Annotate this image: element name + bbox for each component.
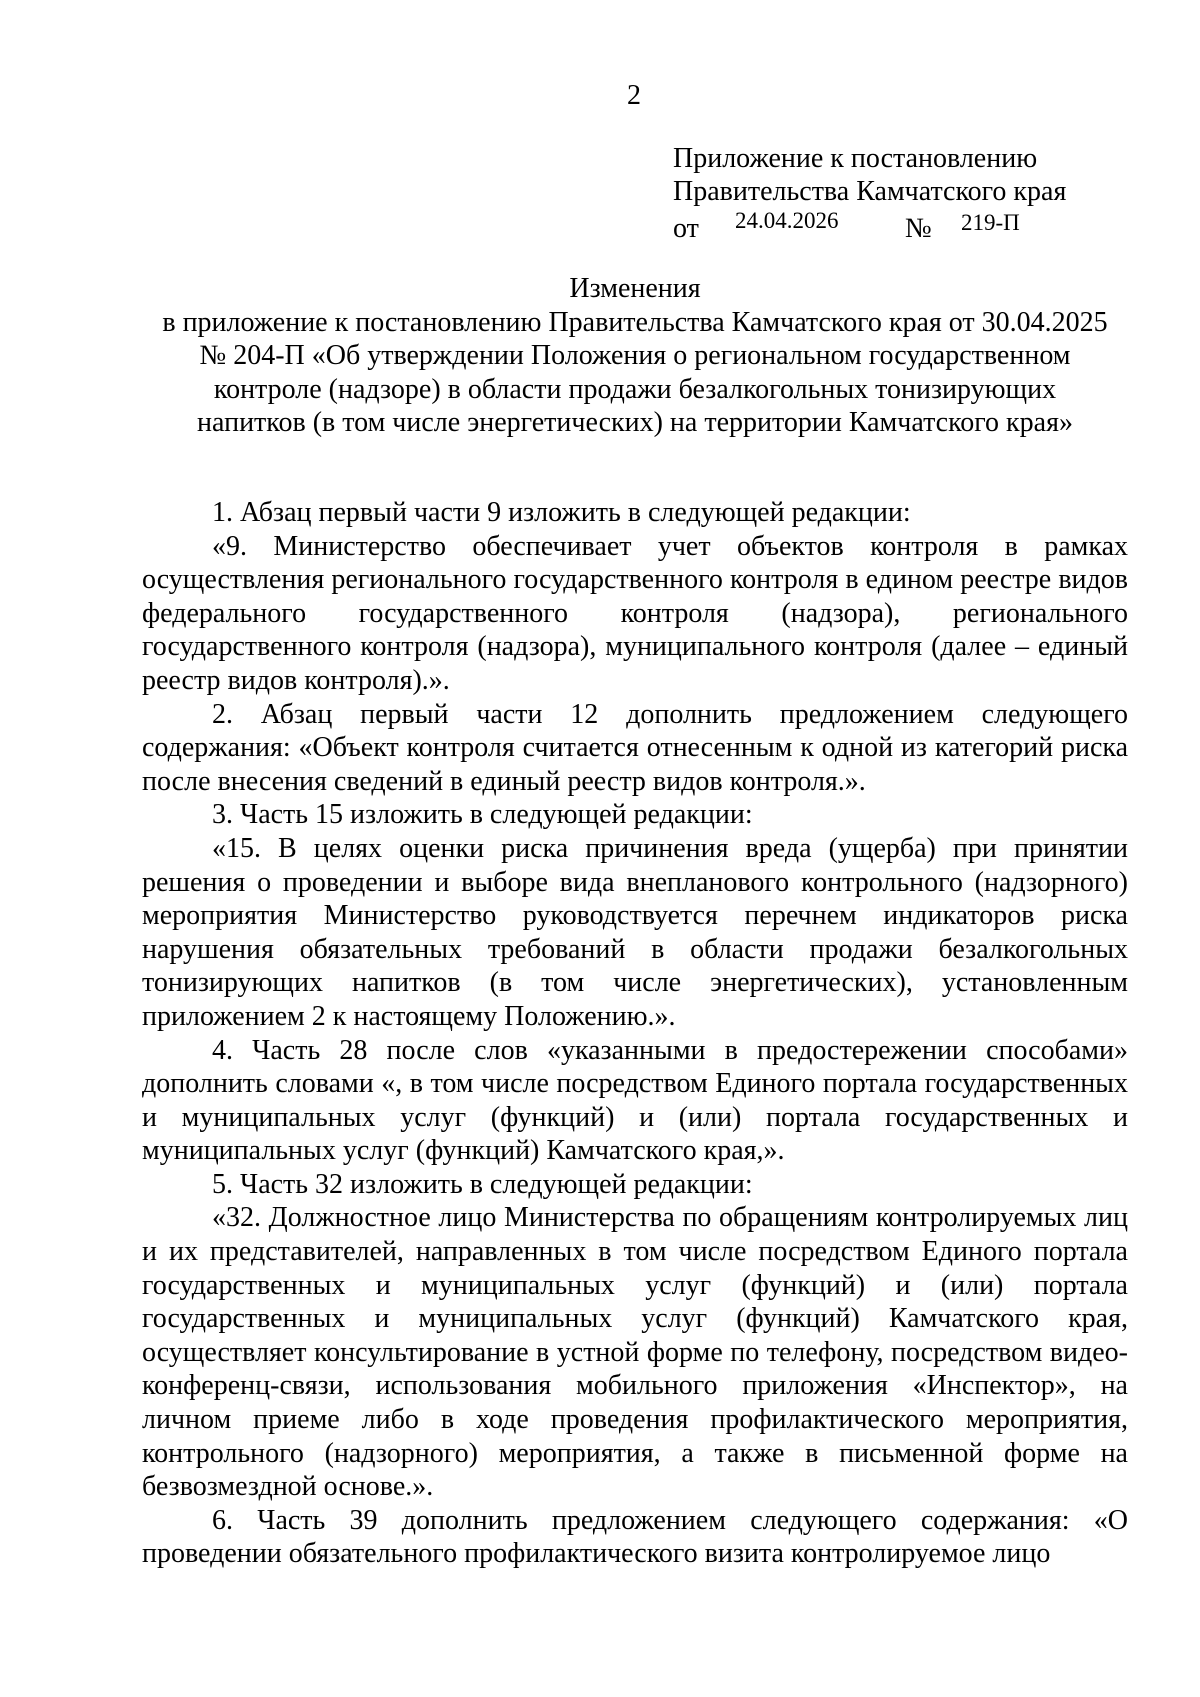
ot-label: от bbox=[673, 213, 699, 244]
document-body bbox=[142, 496, 1128, 1571]
appendix-date-row bbox=[673, 208, 1066, 244]
paragraph-4: 3. Часть 15 изложить в следующей редакции: bbox=[212, 799, 753, 831]
paragraph-3: 2. Абзац первый части 12 дополнить предложением следующего содержания: «Объект контроля считается отнесенным к одной из категорий риска после внесения сведений в единый реестр видов контроля.». bbox=[142, 698, 1128, 797]
paragraph-2: «9. Министерство обеспечивает учет объектов контроля в рамках осуществления регионального государственного контроля в едином реестре видов федерального государственного контроля (надзора), регионального государственного контроля (надзора), муниципального контроля (далее – единый реестр видов контроля).». bbox=[142, 530, 1128, 696]
paragraph-8: «32. Должностное лицо Министерства по обращениям контролируемых лиц и их представителей, направленных в том числе посредством Единого портала государственных и муниципальных услуг (функций) и (или) портала государственных и муниципальных услуг (функций) Камчатского края, осуществляет консультирование в устной форме по телефону, посредством видео-конференц-связи, использования мобильного приложения «Инспектор», на личном приеме либо в ходе проведения профилактического мероприятия, контрольного (надзорного) мероприятия, а также в письменной форме на безвозмездной основе.». bbox=[142, 1202, 1128, 1503]
appendix-line-1: Приложение к постановлению bbox=[673, 143, 1038, 174]
paragraph-1: 1. Абзац первый части 9 изложить в следующей редакции: bbox=[212, 497, 911, 528]
title-line-3: контроле (надзоре) в области продажи безалкогольных тонизирующих bbox=[213, 373, 1057, 405]
title-heading: Изменения bbox=[569, 273, 701, 304]
resolution-date: 24.04.2026 bbox=[735, 208, 839, 233]
number-sign: № bbox=[905, 213, 932, 244]
paragraph-7: 5. Часть 32 изложить в следующей редакции: bbox=[212, 1168, 753, 1200]
resolution-number: 219-П bbox=[961, 210, 1020, 235]
appendix-header bbox=[673, 142, 1066, 244]
document-title bbox=[140, 272, 1130, 440]
title-line-1: в приложение к постановлению Правительства Камчатского края от 30.04.2025 bbox=[162, 306, 1108, 338]
page-number: 2 bbox=[627, 80, 641, 111]
paragraph-9: 6. Часть 39 дополнить предложением следующего содержания: «О проведении обязательного профилактического визита контролируемое лицо bbox=[142, 1504, 1128, 1570]
paragraph-5: «15. В целях оценки риска причинения вреда (ущерба) при принятии решения о проведении и выборе вида внепланового контрольного (надзорного) мероприятия Министерство руководствуется перечнем индикаторов риска нарушения обязательных требований в области продажи безалкогольных тонизирующих напитков (в том числе энергетических), установленным приложением 2 к настоящему Положению.». bbox=[142, 832, 1128, 1032]
title-line-2: № 204-П «Об утверждении Положения о региональном государственном bbox=[199, 340, 1071, 371]
title-line-4: напитков (в том числе энергетических) на территории Камчатского края» bbox=[197, 407, 1073, 438]
paragraph-6: 4. Часть 28 после слов «указанными в предостережении способами» дополнить словами «, в том числе посредством Единого портала государственных и муниципальных услуг (функций) и (или) портала государственных и муниципальных услуг (функций) Камчатского края,». bbox=[142, 1034, 1128, 1167]
appendix-line-2: Правительства Камчатского края bbox=[673, 176, 1067, 207]
